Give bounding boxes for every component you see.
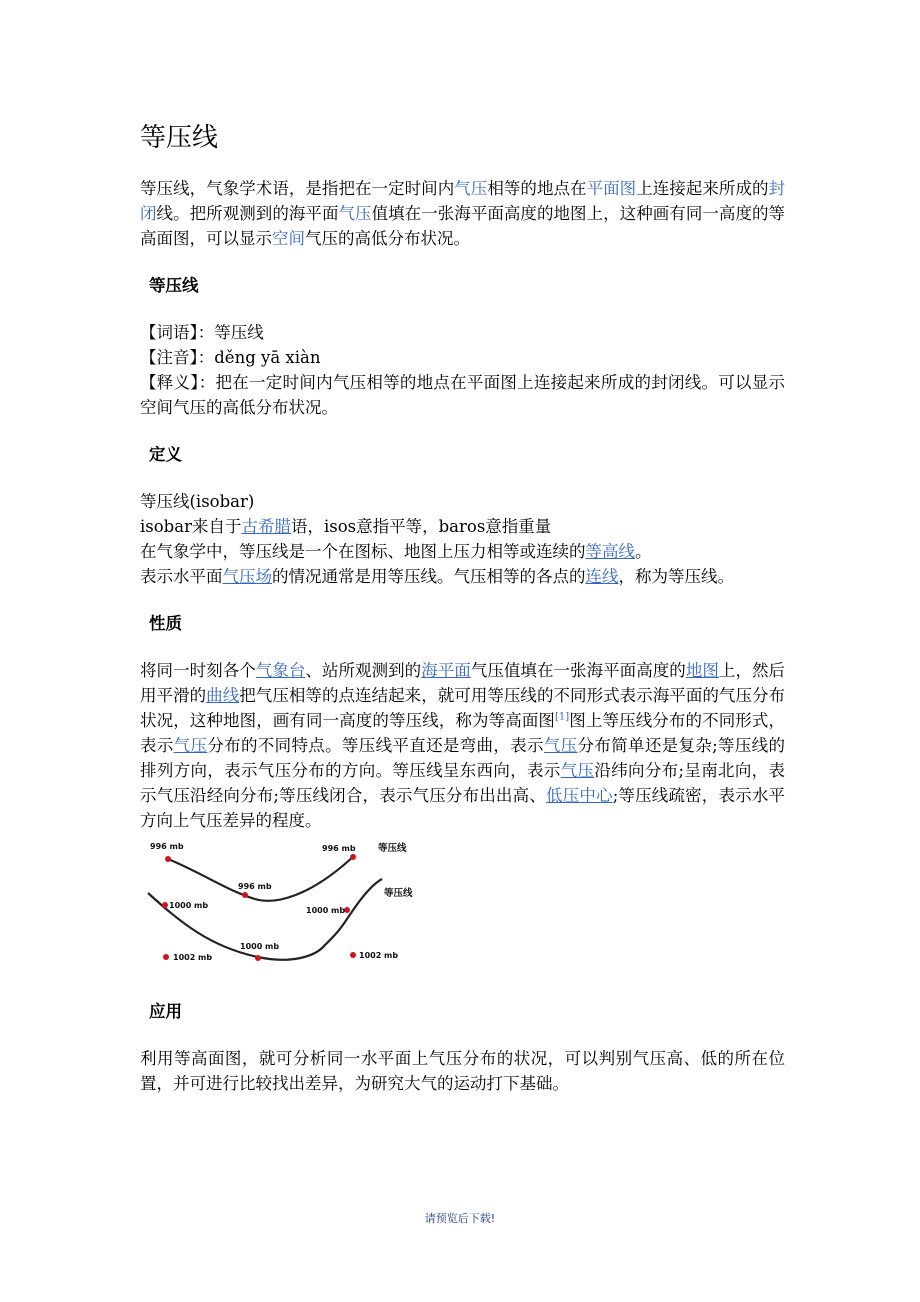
section-heading-dingyi: 定义 [149,445,182,464]
footer-note: 请预览后下载! [424,1212,496,1225]
meteorology-text: 在气象学中，等压线是一个在图标、地图上压力相等或连续的 [140,542,586,561]
intro-text: 等压线，气象学术语，是指把在一定时间内 [140,179,455,198]
intro-text: 上连接起来所成的 [636,179,769,198]
properties-text: 分布简单还是复杂;等压线的排列方向，表示气压分布的方向。等压线呈东西向，表示 [140,736,786,780]
properties-text: 沿纬向分布;呈南北向，表示气压沿经向分布;等压线闭合，表示气压分布出出高、 [140,761,786,805]
isobar-line: 等压线(isobar) [140,492,255,511]
section-heading-yingyong: 应用 [149,1002,182,1021]
link-guxila[interactable]: 古希腊 [241,517,291,536]
pressure-label: 1002 mb [359,951,399,960]
etymology-text: isobar来自于 [140,517,242,536]
isobar-diagram [140,837,425,973]
link-lianxian[interactable]: 连线 [585,567,619,586]
pressure-field-line [140,564,785,589]
pressure-label: 1000 mb [240,942,280,951]
meteorology-text: 。 [635,542,652,561]
properties-paragraph [140,658,785,833]
link-quxian[interactable]: 曲线 [206,686,240,705]
link-pingmiantu[interactable]: 平面图 [586,179,637,198]
properties-text: 、站所观测到的 [305,661,422,680]
properties-text: 图上等压线分布的不同形式，表示 [140,711,786,755]
link-qiya-2[interactable]: 气压 [338,204,372,223]
link-qixiangtai[interactable]: 气象台 [255,661,306,680]
application-paragraph: 利用等高面图，就可分析同一水平面上气压分布的状况，可以判别气压高、低的所在位置，并可进行比较找出差异，为研究大气的运动打下基础。 [140,1049,785,1093]
pressure-point [255,955,261,961]
pressure-label: 1000 mb [169,901,209,910]
pressure-point [350,952,356,958]
definition-line: 【释义】：把在一定时间内气压相等的地点在平面图上连接起来所成的封闭线。可以显示空间气压的高低分布状况。 [140,373,785,417]
intro-paragraph [140,176,785,251]
properties-text: 分布的不同特点。等压线平直还是弯曲，表示 [207,736,544,755]
etymology-line [140,514,785,539]
link-qiya-3[interactable]: 气压 [173,736,208,755]
isobar-line-upper [168,855,355,901]
section-heading-dengyaxian: 等压线 [149,276,199,295]
etymology-text: 语，isos意指平等，baros意指重量 [290,517,552,536]
isobar-line-label: 等压线 [384,888,413,899]
pressure-field-text: 的情况通常是用等压线。气压相等的各点的 [272,567,586,586]
section-heading-xingzhi: 性质 [149,614,182,633]
meteorology-line [140,539,785,564]
intro-text: 相等的地点在 [487,179,587,198]
document-body [140,120,785,1096]
link-ditu[interactable]: 地图 [685,661,719,680]
link-diyazhongxin[interactable]: 低压中心 [545,786,613,805]
pressure-label: 996 mb [322,844,356,853]
properties-text: ;等压线疏密，表示水平方向上气压差异的程度。 [140,786,786,830]
link-kongjian[interactable]: 空间 [272,229,305,248]
properties-text: 气压值填在一张海平面高度的 [470,661,686,680]
properties-text: 把气压相等的点连结起来，就可用等压线的不同形式表示海平面的气压分布状况，这种地图，画有同一高度的等压线，称为等高面图 [140,686,786,730]
intro-text: 气压的高低分布状况。 [305,229,470,248]
pressure-point [242,892,248,898]
link-qiyachang[interactable]: 气压场 [222,567,272,586]
link-qiya[interactable]: 气压 [454,179,488,198]
properties-text: 将同一时刻各个 [140,661,256,680]
pressure-point [163,954,169,960]
reference-marker[interactable]: [1] [555,711,570,723]
link-qiya-5[interactable]: 气压 [560,761,595,780]
pressure-label: 996 mb [238,882,272,891]
pressure-label: 1000 mb [306,906,346,915]
intro-text: 线。把所观测到的海平面 [156,204,339,223]
link-qiya-4[interactable]: 气压 [543,736,578,755]
pressure-point [162,902,168,908]
isobar-line-label: 等压线 [378,843,407,854]
intro-text: 值填在一张海平面高度的地图上，这种画有同一高度的等高面图，可以显示 [140,204,786,248]
pinyin-line: 【注音】：děng yā xiàn [140,348,321,367]
pressure-point [350,854,356,860]
link-denggaoxian[interactable]: 等高线 [585,542,635,561]
properties-text: 上，然后用平滑的 [140,661,786,705]
page-title: 等压线 [140,123,219,153]
word-line: 【词语】：等压线 [140,323,264,342]
pressure-field-text: ，称为等压线。 [618,567,734,586]
link-fengbi[interactable]: 封闭 [140,179,786,223]
pressure-label: 996 mb [150,842,184,851]
pressure-field-text: 表示水平面 [140,567,223,586]
pressure-point [165,856,171,862]
pressure-label: 1002 mb [173,953,213,962]
link-haipingmian[interactable]: 海平面 [421,661,471,680]
